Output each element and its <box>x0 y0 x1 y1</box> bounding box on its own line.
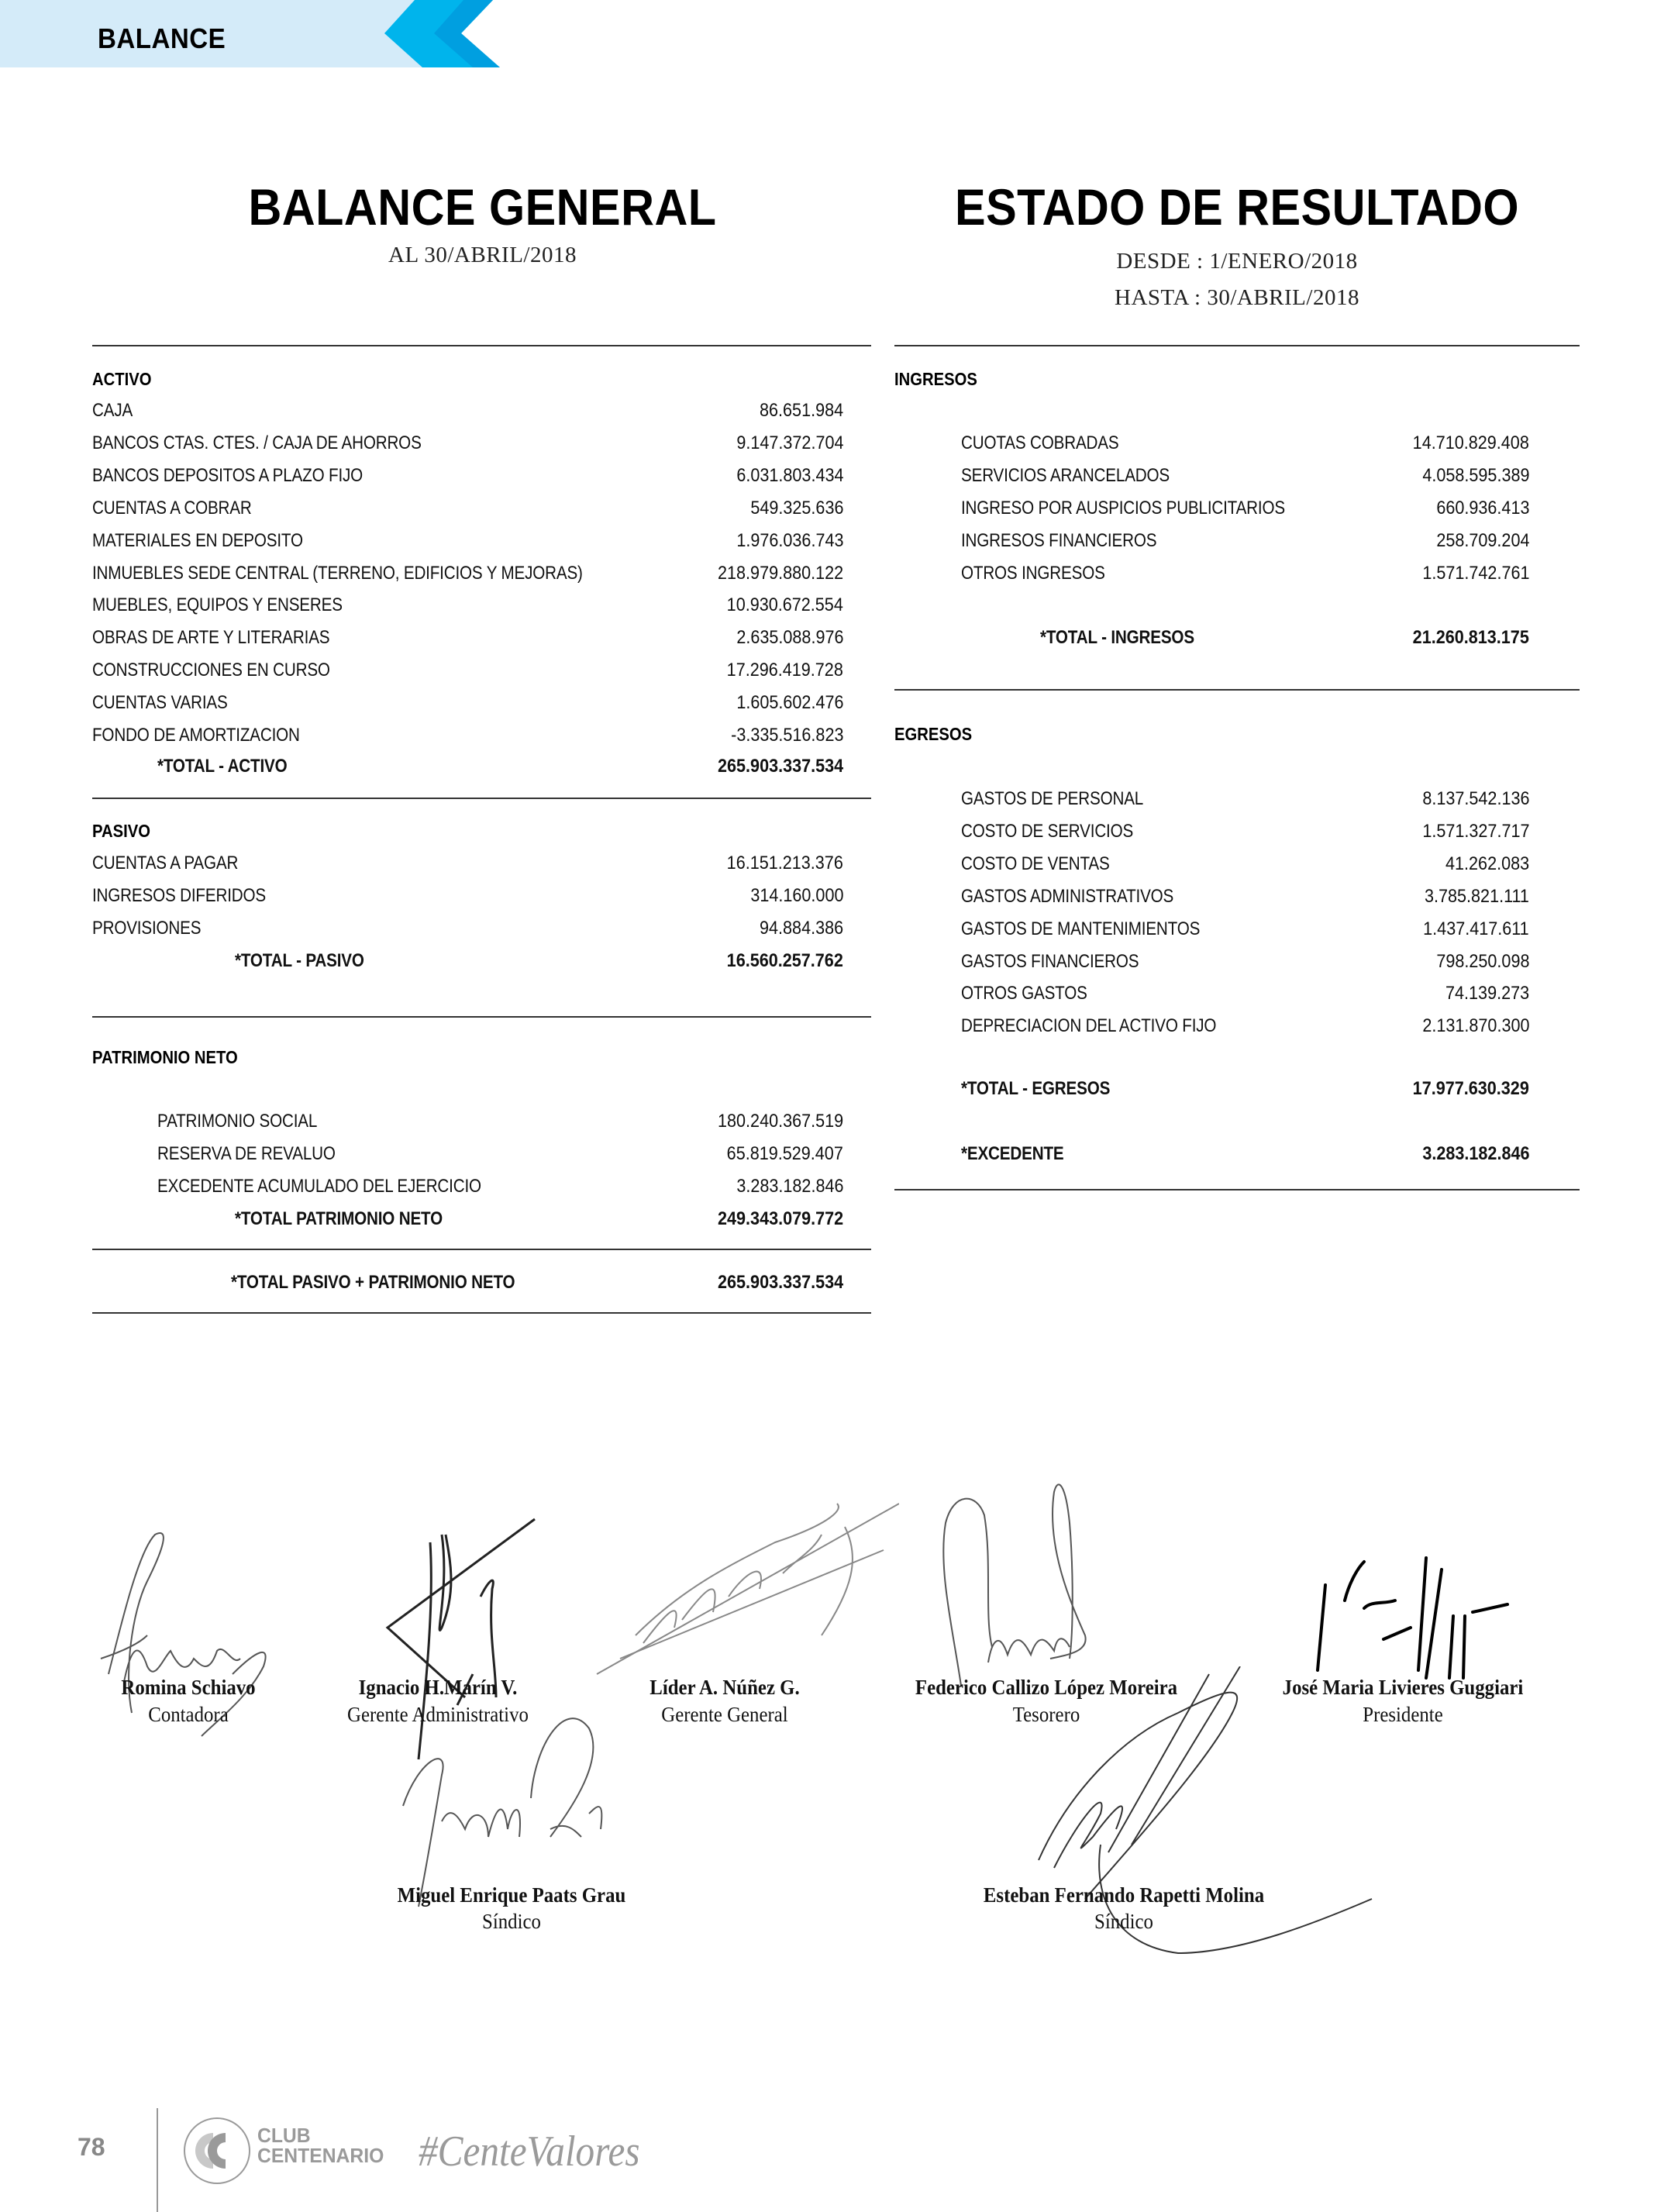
row-value: 1.437.417.611 <box>1423 918 1529 939</box>
club-centenario-logo-icon <box>182 2116 252 2186</box>
row-value: -3.335.516.823 <box>730 725 843 746</box>
table-row <box>92 691 843 715</box>
table-row <box>92 497 843 520</box>
row-label: CUENTAS A COBRAR <box>92 497 252 519</box>
row-value: 798.250.098 <box>1435 950 1529 972</box>
row-label: BANCOS DEPOSITOS A PLAZO FIJO <box>92 464 364 486</box>
row-label: PROVISIONES <box>92 917 202 939</box>
patrimonio-heading: PATRIMONIO NETO <box>92 1047 238 1067</box>
table-row <box>961 853 1529 876</box>
signature-ignacio-marin <box>357 1511 558 1767</box>
signature-name: Esteban Fernando Rapetti Molina <box>983 1883 1265 1907</box>
row-value: 9.147.372.704 <box>736 432 843 453</box>
estado-resultado-title: ESTADO DE RESULTADO <box>955 178 1519 236</box>
chevron-left-icon <box>372 0 512 67</box>
divider <box>92 1249 871 1250</box>
club-name <box>257 2125 384 2165</box>
signature-name: Romina Schiavo <box>121 1676 256 1699</box>
row-value: 94.884.386 <box>759 917 843 939</box>
row-label: OTROS INGRESOS <box>961 562 1105 584</box>
table-row <box>92 724 843 747</box>
divider <box>92 798 871 799</box>
row-label: EXCEDENTE ACUMULADO DEL EJERCICIO <box>157 1175 481 1197</box>
table-row <box>157 1175 843 1198</box>
table-row <box>92 626 843 649</box>
row-label: MUEBLES, EQUIPOS Y ENSERES <box>92 594 343 616</box>
row-value: 218.979.880.122 <box>717 562 843 584</box>
signature-name: Miguel Enrique Paats Grau <box>397 1883 626 1907</box>
row-value: 86.651.984 <box>759 400 843 421</box>
row-label: COSTO DE SERVICIOS <box>961 820 1134 842</box>
signature-role: Tesorero <box>1012 1703 1080 1726</box>
total-label: *TOTAL - ACTIVO <box>157 756 288 777</box>
grand-total-label: *TOTAL PASIVO + PATRIMONIO NETO <box>231 1272 515 1293</box>
total-value: 21.260.813.175 <box>1412 627 1529 648</box>
table-row <box>961 432 1529 455</box>
divider <box>92 1312 871 1314</box>
row-label: GASTOS DE MANTENIMIENTOS <box>961 918 1201 939</box>
row-value: 74.139.273 <box>1445 983 1529 1004</box>
row-label: GASTOS FINANCIEROS <box>961 950 1139 972</box>
table-row <box>92 399 843 422</box>
row-value: 10.930.672.554 <box>726 594 843 616</box>
total-value: 16.560.257.762 <box>726 950 843 971</box>
egresos-total-row <box>961 1077 1529 1101</box>
total-value: 249.343.079.772 <box>717 1208 843 1229</box>
activo-heading: ACTIVO <box>92 369 152 389</box>
divider <box>894 345 1580 346</box>
table-row <box>961 982 1529 1005</box>
grand-total-value: 265.903.337.534 <box>717 1272 843 1293</box>
row-label: GASTOS ADMINISTRATIVOS <box>961 885 1174 907</box>
signature-role: Gerente General <box>661 1703 788 1726</box>
activo-total-row <box>157 755 843 778</box>
divider <box>92 345 871 346</box>
total-label: *TOTAL PATRIMONIO NETO <box>235 1208 443 1229</box>
row-value: 8.137.542.136 <box>1421 788 1529 809</box>
row-label: BANCOS CTAS. CTES. / CAJA DE AHORROS <box>92 432 422 453</box>
total-label: *TOTAL - INGRESOS <box>1040 627 1194 648</box>
table-row <box>961 787 1529 811</box>
egresos-heading: EGRESOS <box>894 724 973 744</box>
ingresos-heading: INGRESOS <box>894 369 977 389</box>
row-value: 14.710.829.408 <box>1412 432 1529 453</box>
hashtag: #CenteValores <box>419 2128 640 2176</box>
row-label: INGRESOS DIFERIDOS <box>92 884 266 906</box>
row-value: 3.283.182.846 <box>736 1175 843 1197</box>
table-row <box>961 497 1529 520</box>
table-row <box>92 917 843 940</box>
row-label: INMUEBLES SEDE CENTRAL (TERRENO, EDIFICIOS Y MEJORAS) <box>92 562 583 584</box>
page-number: 78 <box>78 2133 105 2161</box>
club-name-line2: CENTENARIO <box>257 2144 384 2167</box>
table-row <box>92 884 843 908</box>
table-row <box>961 820 1529 843</box>
signature-jose-maria-livieres <box>1302 1554 1535 1686</box>
row-value: 1.571.327.717 <box>1421 820 1529 842</box>
row-label: CUENTAS A PAGAR <box>92 853 239 873</box>
row-label: OTROS GASTOS <box>961 983 1087 1004</box>
table-row <box>92 562 843 585</box>
row-value: 549.325.636 <box>749 497 843 519</box>
table-row <box>157 1110 843 1133</box>
signature-name: Ignacio H.Marín V. <box>358 1676 518 1699</box>
section-title: BALANCE <box>98 22 226 54</box>
row-value: 1.605.602.476 <box>736 692 843 714</box>
signature-name: Federico Callizo López Moreira <box>915 1676 1178 1699</box>
ingresos-total-row <box>1040 626 1529 649</box>
row-value: 180.240.367.519 <box>717 1111 843 1132</box>
table-row <box>961 464 1529 488</box>
estado-resultado-hasta: HASTA : 30/ABRIL/2018 <box>1115 285 1359 310</box>
row-value: 1.571.742.761 <box>1421 562 1529 584</box>
row-label: DEPRECIACION DEL ACTIVO FIJO <box>961 1015 1217 1037</box>
row-label: CAJA <box>92 400 133 421</box>
club-name-line1: CLUB <box>257 2124 311 2147</box>
patrimonio-total-row <box>235 1208 843 1231</box>
footer-divider <box>157 2108 158 2212</box>
table-row <box>961 529 1529 553</box>
row-value: 2.635.088.976 <box>736 627 843 649</box>
excedente-label: *EXCEDENTE <box>961 1143 1064 1164</box>
table-row <box>92 659 843 682</box>
table-row <box>961 1015 1529 1038</box>
row-label: INGRESOS FINANCIEROS <box>961 529 1157 551</box>
total-label: *TOTAL - PASIVO <box>235 950 364 971</box>
signature-lider-nunez <box>589 1480 899 1682</box>
excedente-value: 3.283.182.846 <box>1421 1143 1529 1164</box>
row-value: 3.785.821.111 <box>1425 885 1529 907</box>
table-row <box>92 594 843 617</box>
row-label: INGRESO POR AUSPICIOS PUBLICITARIOS <box>961 497 1285 519</box>
table-row <box>92 852 843 875</box>
signature-name: Líder A. Núñez G. <box>649 1676 800 1699</box>
balance-general-date: AL 30/ABRIL/2018 <box>388 243 577 267</box>
row-label: CONSTRUCCIONES EN CURSO <box>92 660 330 681</box>
total-value: 265.903.337.534 <box>717 756 843 777</box>
signature-role: Gerente Administrativo <box>347 1703 529 1726</box>
pasivo-heading: PASIVO <box>92 821 150 841</box>
row-label: PATRIMONIO SOCIAL <box>157 1111 318 1132</box>
table-row <box>961 918 1529 941</box>
row-label: MATERIALES EN DEPOSITO <box>92 529 303 551</box>
row-label: FONDO DE AMORTIZACION <box>92 725 300 746</box>
row-label: COSTO DE VENTAS <box>961 853 1110 874</box>
row-value: 314.160.000 <box>749 884 843 906</box>
signature-name: José Maria Livieres Guggiari <box>1282 1676 1524 1699</box>
row-label: RESERVA DE REVALUO <box>157 1142 336 1164</box>
table-row <box>961 562 1529 585</box>
row-value: 2.131.870.300 <box>1421 1015 1529 1037</box>
row-value: 4.058.595.389 <box>1421 464 1529 486</box>
row-value: 65.819.529.407 <box>726 1142 843 1164</box>
row-value: 258.709.204 <box>1435 529 1529 551</box>
row-value: 660.936.413 <box>1435 497 1529 519</box>
signature-role: Presidente <box>1363 1703 1443 1726</box>
table-row <box>92 464 843 488</box>
row-value: 1.976.036.743 <box>736 529 843 551</box>
signature-role: Síndico <box>482 1910 541 1933</box>
row-value: 16.151.213.376 <box>726 853 843 873</box>
estado-resultado-desde: DESDE : 1/ENERO/2018 <box>1116 249 1358 274</box>
total-label: *TOTAL - EGRESOS <box>961 1078 1111 1099</box>
balance-general-title: BALANCE GENERAL <box>248 178 717 236</box>
row-label: CUOTAS COBRADAS <box>961 432 1119 453</box>
row-value: 41.262.083 <box>1445 853 1529 874</box>
row-label: GASTOS DE PERSONAL <box>961 788 1144 809</box>
row-value: 6.031.803.434 <box>736 464 843 486</box>
table-row <box>961 950 1529 973</box>
signature-role: Contadora <box>148 1703 229 1726</box>
table-row <box>92 529 843 553</box>
signature-federico-callizo <box>922 1476 1108 1693</box>
table-row <box>157 1142 843 1166</box>
table-row <box>961 885 1529 908</box>
total-value: 17.977.630.329 <box>1412 1078 1529 1099</box>
row-label: OBRAS DE ARTE Y LITERARIAS <box>92 627 330 649</box>
row-label: SERVICIOS ARANCELADOS <box>961 464 1170 486</box>
excedente-row <box>961 1142 1529 1166</box>
table-row <box>92 432 843 455</box>
row-value: 17.296.419.728 <box>726 660 843 681</box>
row-label: CUENTAS VARIAS <box>92 692 228 714</box>
signature-role: Síndico <box>1094 1910 1153 1933</box>
grand-total-row <box>231 1271 843 1294</box>
divider <box>92 1016 871 1018</box>
pasivo-total-row <box>235 949 843 973</box>
divider <box>894 689 1580 691</box>
divider <box>894 1189 1580 1190</box>
